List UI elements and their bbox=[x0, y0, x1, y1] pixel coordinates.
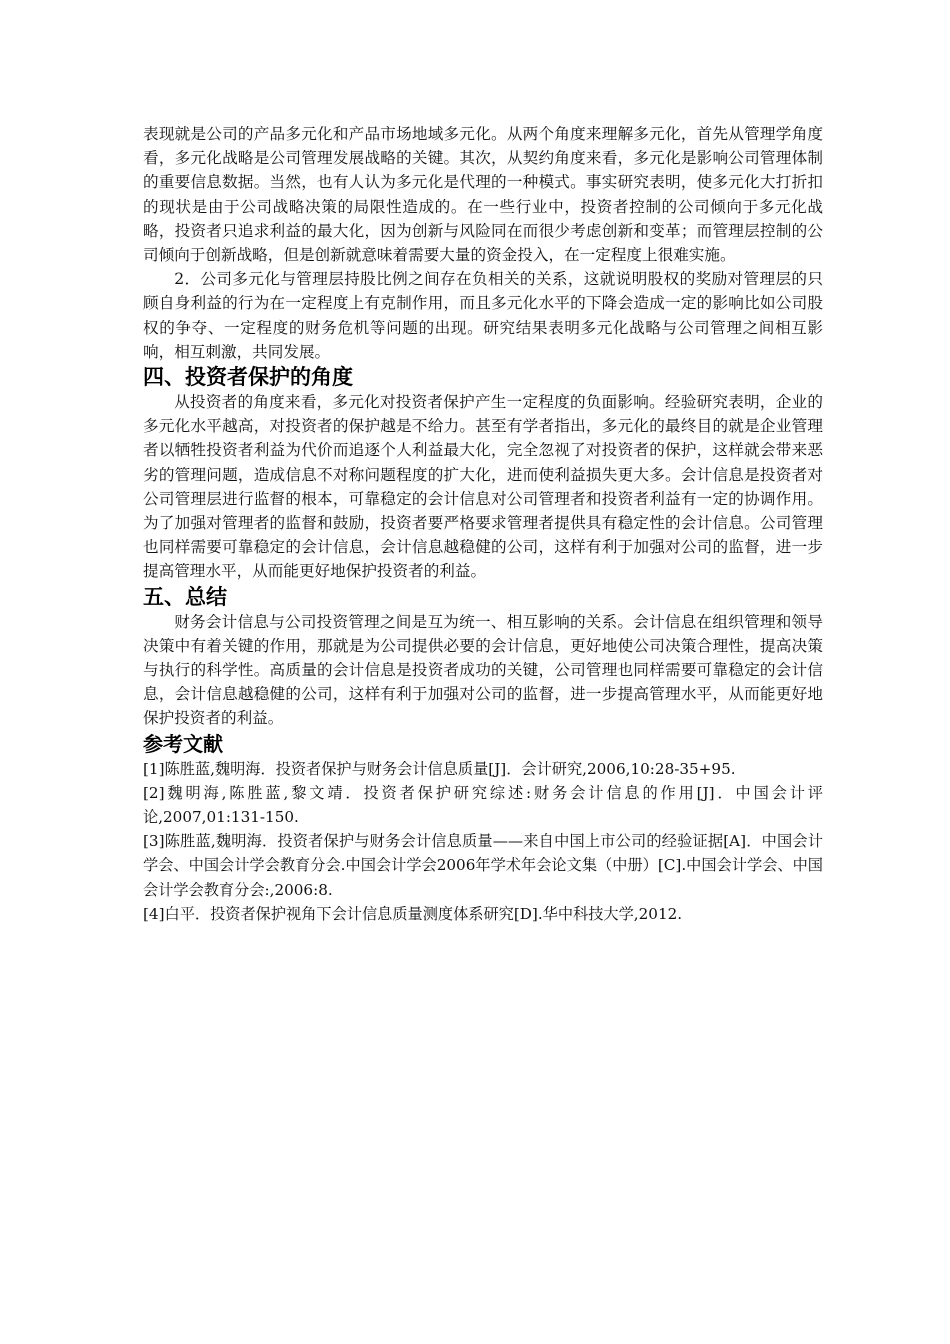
references-heading: 参考文献 bbox=[143, 731, 223, 756]
document-page bbox=[143, 122, 823, 926]
references-list bbox=[143, 757, 823, 926]
paragraph-summary: 财务会计信息与公司投资管理之间是互为统一、相互影响的关系。会计信息在组织管理和领导决策中有着关键的作用，那就是为公司提供必要的会计信息，更好地使公司决策合理性，提高决策与执行的科学性。高质量的会计信息是投资者成功的关键，公司管理也同样需要可靠稳定的会计信息，会计信息越稳健的公司，这样有利于加强对公司的监督，进一步提高管理水平，从而能更好地保护投资者的利益。 bbox=[143, 612, 823, 728]
section-heading-summary: 五、总结 bbox=[143, 584, 227, 609]
reference-item: [4]白平．投资者保护视角下会计信息质量测度体系研究[D].华中科技大学,2012. bbox=[143, 904, 683, 923]
reference-item: [1]陈胜蓝,魏明海．投资者保护与财务会计信息质量[J]．会计研究,2006,10:28-35+95. bbox=[143, 759, 736, 778]
paragraph-investor-protection: 从投资者的角度来看，多元化对投资者保护产生一定程度的负面影响。经验研究表明，企业的多元化水平越高，对投资者的保护越是不给力。甚至有学者指出，多元化的最终目的就是企业管理者以牺牲投资者利益为代价而追逐个人利益最大化，完全忽视了对投资者的保护，这样就会带来恶劣的管理问题，造成信息不对称问题程度的扩大化，进而使利益损失更大多。会计信息是投资者对公司管理层进行监督的根本，可靠稳定的会计信息对公司管理者和投资者利益有一定的协调作用。为了加强对管理者的监督和鼓励，投资者要严格要求管理者提供具有稳定性的会计信息。公司管理也同样需要可靠稳定的会计信息，会计信息越稳健的公司，这样有利于加强对公司的监督，进一步提高管理水平，从而能更好地保护投资者的利益。 bbox=[143, 393, 823, 581]
paragraph-diversification-perspectives: 表现就是公司的产品多元化和产品市场地域多元化。从两个角度来理解多元化，首先从管理学角度看，多元化战略是公司管理发展战略的关键。其次，从契约角度来看，多元化是影响公司管理体制的重要信息数据。当然，也有人认为多元化是代理的一种模式。事实研究表明，使多元化大打折扣的现状是由于公司战略决策的局限性造成的。在一些行业中，投资者控制的公司倾向于多元化战略，投资者只追求利益的最大化，因为创新与风险同在而很少考虑创新和变革；而管理层控制的公司倾向于创新战略，但是创新就意味着需要大量的资金投入，在一定程度上很难实施。 bbox=[143, 125, 823, 265]
paragraph-management-ownership: 2．公司多元化与管理层持股比例之间存在负相关的关系，这就说明股权的奖励对管理层的只顾自身利益的行为在一定程度上有克制作用，而且多元化水平的下降会造成一定的影响比如公司股权的争夺、一定程度的财务危机等问题的出现。研究结果表明多元化战略与公司管理之间相互影响，相互刺激，共同发展。 bbox=[143, 270, 823, 361]
section-heading-investor-protection: 四、投资者保护的角度 bbox=[143, 365, 353, 390]
reference-item: [3]陈胜蓝,魏明海．投资者保护与财务会计信息质量——来自中国上市公司的经验证据[A]．中国会计学会、中国会计学会教育分会.中国会计学会2006年学术年会论文集（中册）[C].中国会计学会、中国会计学会教育分会:,2006:8. bbox=[143, 832, 823, 899]
reference-item: [2]魏明海,陈胜蓝,黎文靖．投资者保护研究综述:财务会计信息的作用[J]．中国会计评论,2007,01:131-150. bbox=[143, 783, 823, 827]
